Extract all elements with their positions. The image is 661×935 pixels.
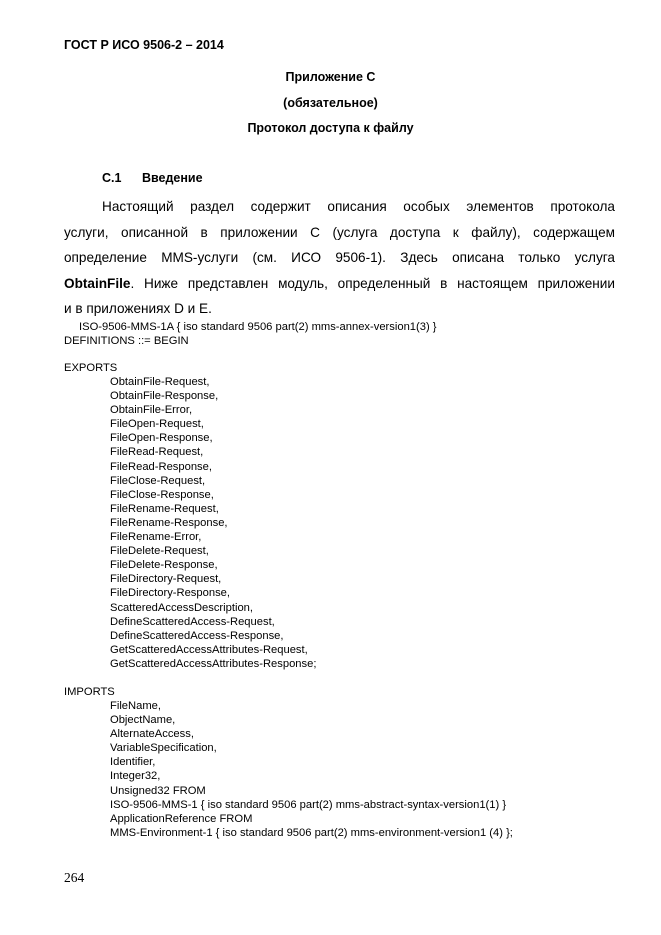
export-item: ObtainFile-Response, (110, 390, 219, 403)
service-name: ObtainFile (64, 275, 131, 291)
export-item: DefineScatteredAccess-Request, (110, 615, 275, 628)
import-item: ApplicationReference FROM (110, 812, 253, 825)
export-item: FileDelete-Request, (110, 545, 209, 558)
import-item: ISO-9506-MMS-1 { iso standard 9506 part(2) mms-abstract-syntax-version1(1) } (110, 798, 507, 811)
intro-line: определение MMS-услуги (см. ИСО 9506-1). Здесь описана только услуга (64, 250, 615, 265)
export-item: FileRename-Error, (110, 531, 202, 544)
definitions-begin: DEFINITIONS ::= BEGIN (64, 335, 189, 348)
annex-status: (обязательное) (283, 96, 378, 110)
annex-subject: Протокол доступа к файлу (247, 121, 414, 135)
import-item: FileName, (110, 700, 161, 712)
export-item: FileOpen-Response, (110, 432, 213, 445)
section-heading (102, 171, 203, 185)
export-item: ObtainFile-Request, (110, 376, 210, 388)
export-item: FileRead-Response, (110, 460, 212, 473)
export-item: ObtainFile-Error, (110, 404, 193, 417)
import-item: VariableSpecification, (110, 742, 217, 755)
export-item: FileRead-Request, (110, 446, 204, 459)
export-item: FileRename-Request, (110, 502, 219, 515)
export-item: GetScatteredAccessAttributes-Request, (110, 643, 308, 656)
annex-title: Приложение С (285, 70, 376, 84)
export-item: FileDelete-Response, (110, 559, 218, 572)
exports-keyword: EXPORTS (64, 362, 118, 374)
module-definition: ISO-9506-MMS-1A { iso standard 9506 part(2) mms-annex-version1(3) } (79, 321, 437, 333)
export-item: FileDirectory-Response, (110, 587, 230, 600)
export-item: GetScatteredAccessAttributes-Response; (110, 657, 317, 670)
import-item: AlternateAccess, (110, 728, 194, 741)
export-item: ScatteredAccessDescription, (110, 601, 254, 614)
export-item: FileClose-Response, (110, 488, 214, 501)
section-title: Введение (142, 171, 203, 185)
intro-line: услуги, описанной в приложении С (услуга доступа к файлу), содержащем (64, 224, 615, 240)
intro-line (64, 194, 615, 220)
import-item: Unsigned32 FROM (110, 784, 206, 797)
intro-text: Настоящий раздел содержит описания особых элементов протокола (102, 199, 615, 214)
import-item: Identifier, (110, 756, 156, 769)
exports-list (110, 375, 316, 671)
import-item: MMS-Environment-1 { iso standard 9506 part(2) mms-environment-version1 (4) }; (110, 826, 513, 839)
imports-keyword: IMPORTS (64, 686, 115, 698)
import-item: ObjectName, (110, 714, 176, 727)
imports-list (110, 699, 513, 840)
page-number: 264 (64, 870, 85, 885)
intro-text: . Ниже представлен модуль, определенный в настоящем приложении (130, 275, 615, 291)
section-number: С.1 (102, 171, 122, 185)
export-item: FileOpen-Request, (110, 418, 204, 431)
export-item: DefineScatteredAccess-Response, (110, 629, 284, 642)
intro-line: и в приложениях D и E. (64, 301, 212, 316)
module-header (64, 320, 437, 348)
import-item: Integer32, (110, 770, 161, 783)
export-item: FileDirectory-Request, (110, 573, 222, 586)
export-item: FileRename-Response, (110, 516, 228, 529)
intro-paragraph (64, 194, 615, 322)
intro-line (64, 271, 615, 297)
document-header: ГОСТ Р ИСО 9506-2 – 2014 (64, 38, 224, 52)
export-item: FileClose-Request, (110, 474, 206, 487)
